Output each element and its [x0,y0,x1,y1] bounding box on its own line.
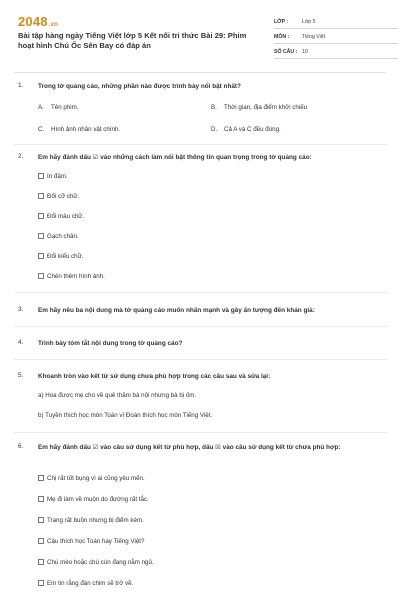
option-letter: A. [38,104,44,111]
meta-row-grade [274,14,398,29]
question-text: Trong tờ quảng cáo, những phần nào được trình bày nổi bật nhất? [38,83,241,90]
checkbox-icon[interactable] [38,559,44,565]
checkbox-icon[interactable] [38,475,44,481]
option-letter: C. [38,126,45,133]
item-text: In đậm. [47,173,68,180]
checkbox-icon[interactable] [38,233,44,239]
meta-row-count [274,44,398,59]
meta-key: SỐ CÂU : [274,49,298,55]
question-number: 2. [18,153,24,160]
item-text: Chèn thêm hình ảnh. [47,273,105,280]
question-separator [14,359,388,360]
checkbox-item[interactable] [38,193,79,200]
item-text: Đổi màu chữ. [47,213,85,220]
checkbox-item[interactable] [38,213,84,220]
header-divider [14,72,386,73]
meta-row-subject [274,29,398,44]
checkbox-icon[interactable] [38,496,44,502]
document-title: Bài tập hàng ngày Tiếng Việt lớp 5 Kết nối tri thức Bài 29: Phim hoạt hình Chú Ốc Sên Bay có đáp án [18,31,247,50]
question-number: 6. [18,443,24,450]
option-text: Tên phim. [51,104,79,111]
option-letter: D. [211,126,218,133]
question-separator [14,326,388,327]
meta-value: Tiếng Việt [302,34,326,40]
meta-value: Lớp 5 [302,19,316,25]
item-text: Chị rất tốt bụng vì ai cũng yêu mến. [47,475,145,482]
logo-main: 2048 [18,14,48,29]
checkbox-icon[interactable] [38,193,44,199]
option-text: Thời gian, địa điểm khởi chiếu [224,104,308,111]
checkbox-item[interactable] [38,538,144,545]
question-text: Em hãy đánh dấu ☑ vào những cách làm nổi bật thông tin quan trọng trong tờ quảng cáo: [38,154,312,161]
checkbox-item[interactable] [38,580,133,587]
checkbox-icon[interactable] [38,580,44,586]
meta-key: MÔN : [274,34,290,40]
item-text: a) Hoa được mẹ cho về quê thăm bà nội nhưng bà bị ốm. [38,392,197,399]
question-text: Em hãy nêu ba nội dung mà tờ quảng cáo muốn nhấn mạnh và gây ấn tượng đến khán giả: [38,307,315,314]
item-text: Mẹ đi làm về muộn do đường rất tắc. [47,496,149,503]
meta-info [274,14,398,59]
question-text: Trình bày tóm tắt nội dung trong tờ quảng cáo? [38,340,183,347]
question-separator [14,432,388,433]
meta-key: LỚP : [274,19,289,25]
checkbox-item[interactable] [38,496,149,503]
checkbox-icon[interactable] [38,517,44,523]
question-text: Em hãy đánh dấu ☑ vào câu sử dụng kết từ phù hợp, dấu ☒ vào câu sử dụng kết từ chưa phù hợp: [38,444,341,451]
item-text: Cậu thích học Toán hay Tiếng Việt? [47,538,145,545]
option-b[interactable] [211,104,307,111]
question-number: 5. [18,372,24,379]
option-a[interactable] [38,104,79,111]
checkbox-icon[interactable] [38,273,44,279]
option-letter: B. [211,104,217,111]
item-text: Gạch chân. [47,233,79,240]
logo-suffix: .vn [48,22,59,28]
checkbox-item[interactable] [38,559,154,566]
question-text: Khoanh tròn vào kết từ sử dụng chưa phù hợp trong các câu sau và sửa lại: [38,373,271,380]
item-text: Em tin rằng đàn chim sẽ trở về. [47,580,134,587]
question-number: 4. [18,339,24,346]
checkbox-icon[interactable] [38,253,44,259]
question-separator [14,144,388,145]
item-text: b) Tuyền thích học môn Toán vì Đoàn thích học môn Tiếng Việt. [38,412,213,419]
checkbox-icon[interactable] [38,173,44,179]
sentence-item [38,392,196,399]
item-text: Đổi cỡ chữ. [47,193,80,200]
site-logo[interactable] [18,14,58,29]
checkbox-icon[interactable] [38,213,44,219]
item-text: Trang rất buồn nhưng bị điểm kém. [47,517,144,524]
question-separator [14,292,388,293]
checkbox-item[interactable] [38,475,145,482]
checkbox-icon[interactable] [38,538,44,544]
option-text: Hình ảnh nhân vật chính. [51,126,121,133]
checkbox-item[interactable] [38,517,144,524]
checkbox-item[interactable] [38,173,68,180]
option-text: Cả A và C đều đúng. [224,126,281,133]
question-number: 1. [18,82,24,89]
question-number: 3. [18,306,24,313]
checkbox-item[interactable] [38,233,79,240]
item-text: Chú mèo hoặc chú cún đang nằm ngủ. [47,559,154,566]
sentence-item [38,412,212,419]
checkbox-item[interactable] [38,253,83,260]
option-c[interactable] [38,126,120,133]
checkbox-item[interactable] [38,273,105,280]
meta-value: 10 [302,49,308,55]
page-header [18,14,382,66]
item-text: Đổi kiểu chữ. [47,253,84,260]
option-d[interactable] [211,126,281,133]
